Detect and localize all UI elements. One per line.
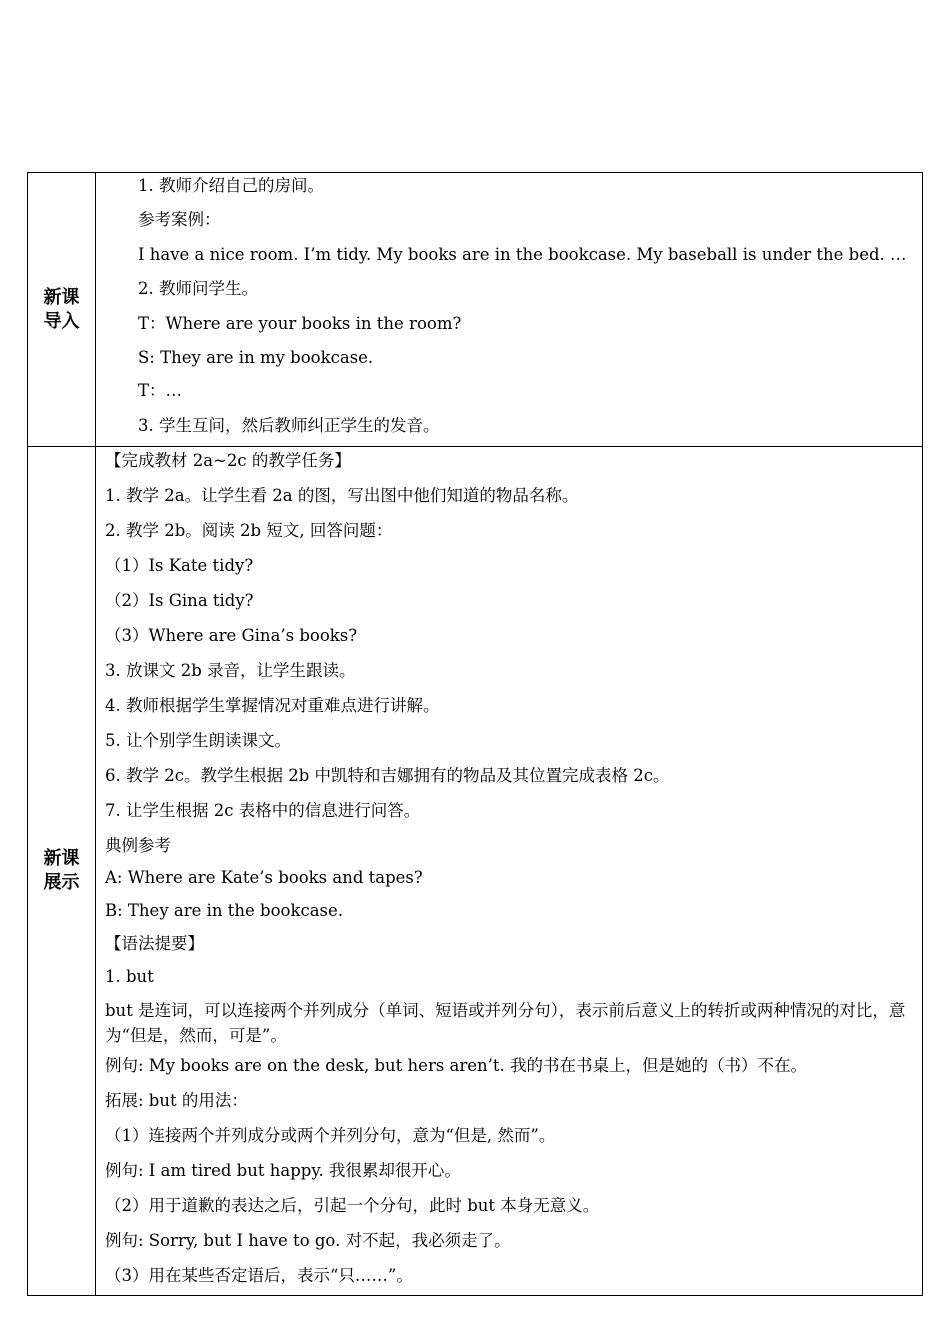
content-line: T：Where are your books in the room? [138,314,462,333]
row-new-lesson-presentation [28,447,922,1295]
content-line: 【语法提要】 [105,934,204,953]
content-line: 典例参考 [105,836,171,855]
content-line: S: They are in my bookcase. [138,348,374,367]
content-line: 2. 教学 2b。阅读 2b 短文, 回答问题： [105,521,393,540]
content-line: 4. 教师根据学生掌握情况对重难点进行讲解。 [105,696,440,715]
content-line: （2）Is Gina tidy? [105,591,254,610]
row-label-cell [28,447,96,1295]
content-line: （1）连接两个并列成分或两个并列分句，意为“但是, 然而”。 [105,1126,556,1145]
content-line: （3）用在某些否定语后，表示“只……”。 [105,1266,413,1285]
content-line: 7. 让学生根据 2c 表格中的信息进行问答。 [105,801,421,820]
content-line: 1. but [105,967,154,986]
row-content-cell [96,447,922,1295]
content-line: T：… [138,381,183,400]
lesson-table [27,172,923,1296]
content-line: I have a nice room. I’m tidy. My books are in the bookcase. My baseball is under the bed. … [138,245,907,264]
content-line: 1. 教学 2a。让学生看 2a 的图，写出图中他们知道的物品名称。 [105,486,579,505]
content-line: 【完成教材 2a~2c 的教学任务】 [105,451,351,470]
content-line: （3）Where are Gina’s books? [105,626,358,645]
content-line: 拓展: but 的用法： [105,1091,248,1110]
content-line: 例句: My books are on the desk, but hers aren’t. 我的书在书桌上，但是她的（书）不在。 [105,1056,808,1075]
content-line: 3. 学生互问，然后教师纠正学生的发音。 [138,416,440,435]
content-line: 例句: I am tired but happy. 我很累却很开心。 [105,1161,461,1180]
row-new-lesson-intro [28,173,922,447]
content-line: B: They are in the bookcase. [105,901,344,920]
content-line: （2）用于道歉的表达之后，引起一个分句，此时 but 本身无意义。 [105,1196,600,1215]
content-paragraph: but 是连词，可以连接两个并列成分（单词、短语或并列分句），表示前后意义上的转折或两种情况的对比，意为“但是，然而，可是”。 [105,1001,906,1045]
content-line: 1. 教师介绍自己的房间。 [138,176,324,195]
content-line: 5. 让个别学生朗读课文。 [105,731,291,750]
row-label-cell [28,173,96,446]
content-line: （1）Is Kate tidy? [105,556,254,575]
content-line: 3. 放课文 2b 录音，让学生跟读。 [105,661,356,680]
content-line: A: Where are Kate’s books and tapes? [105,868,423,887]
content-line: 2. 教师问学生。 [138,279,258,298]
row-label: 新课导入 [43,286,80,332]
content-line: 6. 教学 2c。教学生根据 2b 中凯特和吉娜拥有的物品及其位置完成表格 2c。 [105,766,670,785]
row-content-cell [96,173,922,446]
content-line: 例句: Sorry, but I have to go. 对不起，我必须走了。 [105,1231,511,1250]
content-line: 参考案例： [138,210,221,229]
row-label: 新课展示 [43,848,80,893]
